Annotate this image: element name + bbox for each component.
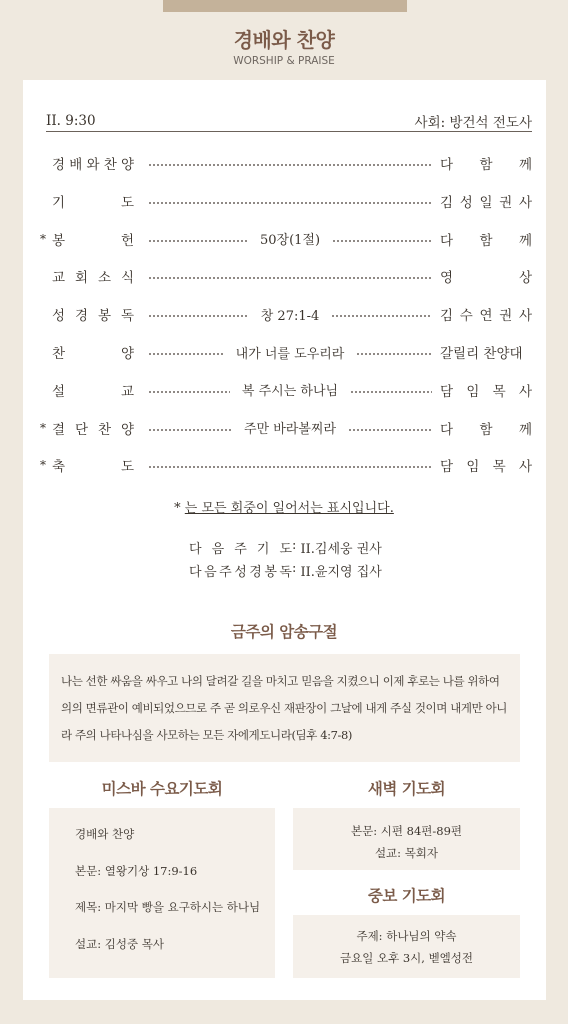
order-label: 경 배 와 찬 양 bbox=[52, 157, 134, 173]
next-prayer bbox=[189, 538, 382, 557]
leader-dots bbox=[348, 429, 432, 431]
dawn-title: 새벽 기도회 bbox=[367, 780, 446, 798]
misba-item: 설교: 김성중 목사 bbox=[75, 936, 164, 951]
page-subtitle: WORSHIP & PRAISE bbox=[233, 55, 335, 67]
leader-dots bbox=[148, 466, 432, 468]
misba-box bbox=[49, 808, 275, 978]
intercession-item: 주제: 하나님의 약속 bbox=[356, 929, 457, 943]
leader-dots bbox=[148, 429, 232, 431]
next-reading-label: 다 음 주 성 경 봉 독 bbox=[189, 565, 292, 580]
intercession-item: 금요일 오후 3시, 벧엘성전 bbox=[339, 951, 474, 965]
next-reading-value: II.윤지영 집사 bbox=[300, 565, 382, 580]
order-person: 담 임 목 사 bbox=[440, 459, 532, 476]
order-row bbox=[40, 303, 532, 325]
order-person: 담 임 목 사 bbox=[440, 383, 532, 400]
dawn-item: 설교: 목회자 bbox=[374, 846, 439, 860]
misba-title: 미스바 수요기도회 bbox=[101, 780, 223, 798]
order-person: 다 함 께 bbox=[440, 157, 532, 173]
standing-mark: * bbox=[40, 458, 46, 473]
next-reading-colon: : bbox=[292, 561, 301, 576]
order-person: 영 상 bbox=[440, 270, 532, 287]
service-time: II. 9:30 bbox=[46, 112, 96, 129]
note-text: 는 모든 회중이 일어서는 표시입니다. bbox=[184, 501, 394, 516]
leader-dots bbox=[331, 315, 432, 317]
leader-dots bbox=[350, 391, 432, 393]
order-detail: 주만 바라볼찌라 bbox=[243, 422, 337, 438]
misba-item: 본문: 열왕기상 17:9-16 bbox=[75, 863, 198, 878]
order-detail: 창 27:1-4 bbox=[260, 308, 320, 324]
leader-dots bbox=[148, 164, 432, 166]
order-label: 교 회 소 식 bbox=[52, 270, 134, 287]
service-header bbox=[46, 110, 532, 132]
order-label: 성 경 봉 독 bbox=[52, 308, 134, 325]
order-row bbox=[40, 379, 532, 401]
order-row bbox=[40, 341, 532, 363]
leader-dots bbox=[356, 353, 432, 355]
misba-item: 경배와 찬양 bbox=[75, 827, 135, 841]
standing-note bbox=[0, 497, 568, 516]
order-detail: 복 주시는 하나님 bbox=[241, 384, 339, 400]
order-label: 결 단 찬 양 bbox=[52, 421, 134, 438]
intercession-box bbox=[293, 915, 520, 978]
service-host: 사회: 방건석 전도사 bbox=[414, 114, 532, 131]
leader-dots bbox=[148, 315, 249, 317]
standing-mark: * bbox=[40, 420, 46, 435]
dawn-item: 본문: 시편 84편-89편 bbox=[351, 824, 462, 838]
order-person: 다 함 께 bbox=[440, 421, 532, 438]
order-person: 김 성 일 권 사 bbox=[440, 194, 532, 211]
leader-dots bbox=[148, 202, 432, 204]
order-label: 찬 양 bbox=[52, 346, 134, 362]
next-prayer-label: 다 음 주 기 도 bbox=[189, 542, 292, 557]
order-label: 설 교 bbox=[52, 383, 134, 400]
standing-mark: * bbox=[40, 231, 46, 246]
order-label: 봉 헌 bbox=[52, 232, 134, 249]
order-person: 다 함 께 bbox=[440, 232, 532, 249]
top-accent-bar bbox=[163, 0, 407, 12]
order-row bbox=[40, 190, 532, 212]
leader-dots bbox=[148, 391, 230, 393]
misba-item: 제목: 마지막 빵을 요구하시는 하나님 bbox=[75, 900, 261, 914]
order-person: 김 수 연 권 사 bbox=[440, 308, 532, 325]
intercession-title: 중보 기도회 bbox=[367, 887, 446, 905]
memory-verse-text: 나는 선한 싸움을 싸우고 나의 달려갈 길을 마치고 믿음을 지켰으니 이제 후로는 나를 위하여 의의 면류관이 예비되었으므로 주 곧 의로우신 재판장이 그날에 내게 주실 것이며 내게만 아니라 주의 나타나심을 사모하는 모든 자에게도니라(딤후 4:7-8) bbox=[49, 654, 520, 762]
dawn-box bbox=[293, 808, 520, 870]
memory-verse-title: 금주의 암송구절 bbox=[230, 623, 338, 641]
order-row bbox=[40, 454, 532, 476]
order-row bbox=[40, 417, 532, 439]
order-row bbox=[40, 228, 532, 250]
order-label: 기 도 bbox=[52, 194, 134, 211]
leader-dots bbox=[148, 240, 248, 242]
order-row bbox=[40, 265, 532, 287]
leader-dots bbox=[148, 277, 432, 279]
next-reading bbox=[189, 561, 382, 580]
leader-dots bbox=[332, 240, 432, 242]
order-label: 축 도 bbox=[52, 459, 134, 476]
leader-dots bbox=[148, 353, 224, 355]
next-prayer-colon: : bbox=[292, 538, 301, 553]
order-person: 갈릴리 찬양대 bbox=[440, 346, 523, 362]
page-title: 경배와 찬양 bbox=[233, 28, 335, 52]
order-row bbox=[40, 152, 532, 174]
order-detail: 50장(1절) bbox=[259, 233, 321, 249]
next-prayer-value: II.김세웅 권사 bbox=[300, 542, 382, 557]
order-detail: 내가 너를 도우리라 bbox=[235, 346, 345, 362]
note-mark: * bbox=[174, 501, 181, 516]
